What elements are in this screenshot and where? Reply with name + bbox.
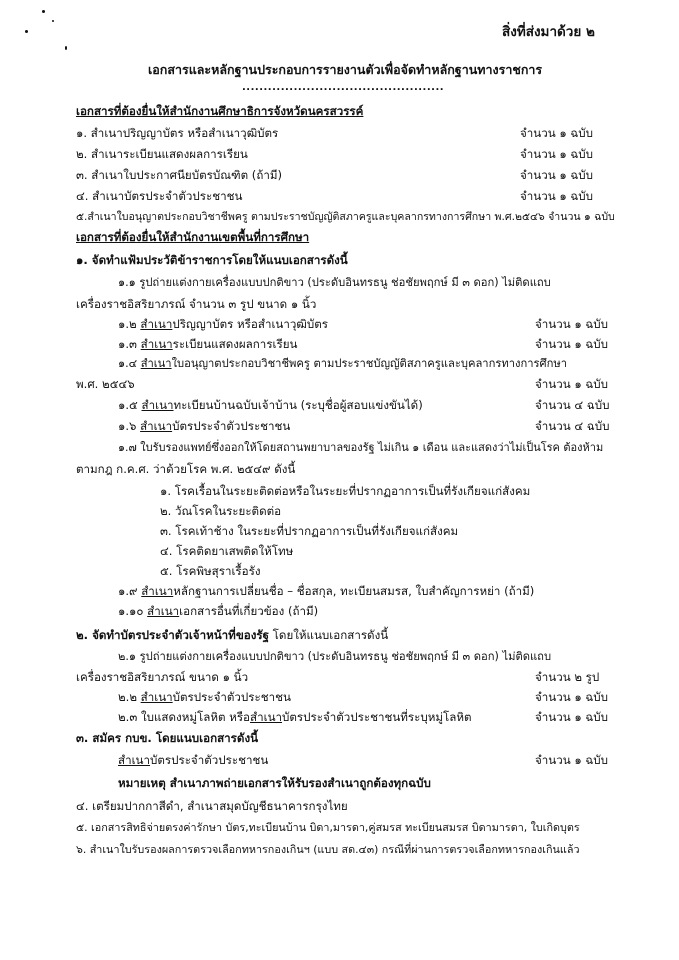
section2-heading: เอกสารที่ต้องยื่นให้สำนักงานเขตพื้นที่การศึกษา [76, 230, 310, 244]
scan-speck [25, 30, 28, 33]
g1-item-10 [118, 603, 318, 619]
copy-label: สำเนา [141, 398, 174, 412]
item-text: เอกสารอื่นที่เกี่ยวข้อง (ถ้ามี) [179, 604, 319, 618]
g1-item-1-line2: เครื่องราชอิสริยาภรณ์ จำนวน ๓ รูป ขนาด ๑ นิ้ว [76, 297, 317, 311]
copy-label: สำเนา [140, 419, 173, 433]
g1-item-7-line2: ตามกฎ ก.ค.ศ. ว่าด้วยโรค พ.ศ. ๒๕๔๙ ดังนี้ [76, 462, 296, 476]
g1-item-3 [118, 336, 297, 352]
g1-item-5 [118, 397, 423, 413]
g1-item-5-qty: จำนวน ๔ ฉบับ [535, 398, 610, 412]
disease-item-2: ๒. วัณโรคในระยะติดต่อ [160, 504, 282, 518]
g2-item-3 [118, 709, 472, 725]
g1-item-4-line2: พ.ศ. ๒๕๔๖ [76, 377, 135, 391]
g3-item [118, 752, 268, 768]
item-number: ๒.๒ [118, 690, 141, 704]
g2-item-3-qty: จำนวน ๑ ฉบับ [535, 710, 609, 724]
copy-label: สำเนา [141, 584, 174, 598]
scan-speck [42, 10, 45, 13]
item-text: ปริญญาบัตร หรือสำเนาวุฒิบัตร [172, 317, 328, 331]
sec1-item-1: ๑. สำเนาปริญญาบัตร หรือสำเนาวุฒิบัตร [76, 126, 279, 140]
item-text: บัตรประจำตัวประชาชนที่ระบุหมู่โลหิต [282, 710, 472, 724]
extra-item-6: ๖. สำเนาใบรับรองผลการตรวจเลือกทหารกองเกินฯ (แบบ สด.๔๓) กรณีที่ผ่านการตรวจเลือกทหารกองเกินแล้ว [76, 843, 580, 856]
document-title: เอกสารและหลักฐานประกอบการรายงานตัวเพื่อจัดทำหลักฐานทางราชการ [148, 62, 543, 77]
g1-item-2 [118, 316, 328, 332]
g1-item-6-qty: จำนวน ๔ ฉบับ [535, 419, 610, 433]
item-text: หลักฐานการเปลี่ยนชื่อ – ชื่อสกุล, ทะเบียนสมรส, ใบสำคัญการหย่า (ถ้ามี) [173, 584, 535, 598]
item-number: ๑.๑๐ [118, 604, 148, 618]
group2-heading-rest: โดยให้แนบเอกสารดังนี้ [269, 628, 389, 642]
g2-item-2-qty: จำนวน ๑ ฉบับ [535, 690, 609, 704]
extra-item-5: ๕. เอกสารสิทธิจ่ายตรงค่ารักษา บัตร,ทะเบียนบ้าน บิดา,มารดา,คู่สมรส ทะเบียนสมรส บิดามารดา, ใบเกิดบุตร [76, 821, 580, 834]
item-number: ๑.๙ [118, 584, 142, 598]
g1-item-1-line1: ๑.๑ รูปถ่ายแต่งกายเครื่องแบบปกติขาว (ประดับอินทรธนู ช่อชัยพฤกษ์ มี ๓ ดอก) ไม่ติดแถบ [118, 276, 551, 289]
item-number: ๑.๔ [118, 357, 141, 370]
item-number: ๑.๓ [118, 337, 141, 351]
copy-label: สำเนา [118, 753, 150, 767]
disease-item-3: ๓. โรคเท้าช้าง ในระยะที่ปรากฏอาการเป็นที่รังเกียจแก่สังคม [160, 524, 459, 538]
title-separator: ............................................... [242, 82, 445, 93]
copy-label: สำเนา [147, 604, 180, 618]
copy-label: สำเนา [140, 690, 173, 704]
sec1-item-1-qty: จำนวน ๑ ฉบับ [520, 126, 594, 140]
g1-item-7-line1: ๑.๗ ใบรับรองแพทย์ซึ่งออกให้โดยสถานพยาบาลของรัฐ ไม่เกิน ๑ เดือน และแสดงว่าไม่เป็นโรค ต้องห้าม [118, 441, 604, 454]
sec1-item-2-qty: จำนวน ๑ ฉบับ [520, 147, 594, 161]
group2-heading-bold: ๒. จัดทำบัตรประจำตัวเจ้าหน้าที่ของรัฐ [76, 628, 269, 642]
item-text: ๒.๓ ใบแสดงหมู่โลหิต หรือ [118, 710, 251, 724]
item-text: ทะเบียนบ้านฉบับเจ้าบ้าน (ระบุชื่อผู้สอบแข่งขันได้) [173, 398, 423, 412]
g1-item-3-qty: จำนวน ๑ ฉบับ [535, 337, 609, 351]
group3-heading-rest: โดยแนบเอกสารดังนี้ [151, 731, 259, 745]
g2-item-1-line2: เครื่องราชอิสริยาภรณ์ ขนาด ๑ นิ้ว [76, 670, 249, 684]
extra-item-4: ๔. เตรียมปากกาสีดำ, สำเนาสมุดบัญชีธนาคารกรุงไทย [76, 799, 348, 813]
sec1-item-4: ๔. สำเนาบัตรประจำตัวประชาชน [76, 189, 243, 203]
sec1-item-3-qty: จำนวน ๑ ฉบับ [520, 168, 594, 182]
group3-heading [76, 730, 258, 746]
disease-item-1: ๑. โรคเรื้อนในระยะติดต่อหรือในระยะที่ปรากฏอาการเป็นที่รังเกียจแก่สังคม [160, 484, 531, 498]
item-text: บัตรประจำตัวประชาชน [150, 753, 269, 767]
g1-item-6 [118, 418, 290, 434]
g2-item-1-line1: ๒.๑ รูปถ่ายแต่งกายเครื่องแบบปกติขาว (ประดับอินทรธนู ช่อชัยพฤกษ์ มี ๓ ดอก) ไม่ติดแถบ [118, 650, 552, 663]
g1-item-2-qty: จำนวน ๑ ฉบับ [535, 317, 609, 331]
sec1-item-4-qty: จำนวน ๑ ฉบับ [520, 189, 594, 203]
g3-item-qty: จำนวน ๑ ฉบับ [535, 753, 609, 767]
copy-label: สำเนา [140, 357, 172, 370]
group3-heading-bold: ๓. สมัคร กบข. [76, 731, 152, 745]
sec1-item-2: ๒. สำเนาระเบียนแสดงผลการเรียน [76, 147, 248, 161]
g1-item-9 [118, 583, 534, 599]
copy-label: สำเนา [250, 710, 283, 724]
copy-label: สำเนา [140, 317, 173, 331]
item-number: ๑.๒ [118, 317, 141, 331]
note: หมายเหตุ สำเนาภาพถ่ายเอกสารให้รับรองสำเนาถูกต้องทุกฉบับ [118, 776, 431, 790]
section1-heading: เอกสารที่ต้องยื่นให้สำนักงานศึกษาธิการจังหวัดนครสวรรค์ [76, 104, 364, 118]
g2-item-2 [118, 689, 291, 705]
group2-heading [76, 627, 388, 643]
scan-speck [52, 20, 54, 22]
item-text: บัตรประจำตัวประชาชน [172, 690, 291, 704]
item-text: ระเบียนแสดงผลการเรียน [172, 337, 298, 351]
g1-item-4-line1 [118, 356, 567, 372]
scan-speck [65, 46, 67, 50]
item-number: ๑.๕ [118, 398, 142, 412]
item-text: ใบอนุญาตประกอบวิชาชีพครู ตามประราชบัญญัติสภาครูและบุคลากรทางการศึกษา [171, 357, 568, 370]
disease-item-5: ๕. โรคพิษสุราเรื้อรัง [160, 564, 261, 578]
sec1-item-5: ๕.สำเนาใบอนุญาตประกอบวิชาชีพครู ตามประราชบัญญัติสภาครูและบุคลากรทางการศึกษา พ.ศ.๒๕๔๖ จำนวน ๑ ฉบับ [76, 211, 615, 223]
g2-item-1-qty: จำนวน ๒ รูป [535, 670, 600, 684]
group1-heading: ๑. จัดทำแฟ้มประวัติข้าราชการโดยให้แนบเอกสารดังนี้ [76, 253, 348, 267]
attachment-reference: สิ่งที่ส่งมาด้วย ๒ [502, 24, 595, 40]
sec1-item-3: ๓. สำเนาใบประกาศนียบัตรบัณฑิต (ถ้ามี) [76, 168, 283, 182]
disease-item-4: ๔. โรคติดยาเสพติดให้โทษ [160, 544, 294, 558]
item-number: ๑.๖ [118, 419, 141, 433]
copy-label: สำเนา [140, 337, 173, 351]
item-text: บัตรประจำตัวประชาชน [172, 419, 291, 433]
g1-item-4-qty: จำนวน ๑ ฉบับ [535, 377, 609, 391]
